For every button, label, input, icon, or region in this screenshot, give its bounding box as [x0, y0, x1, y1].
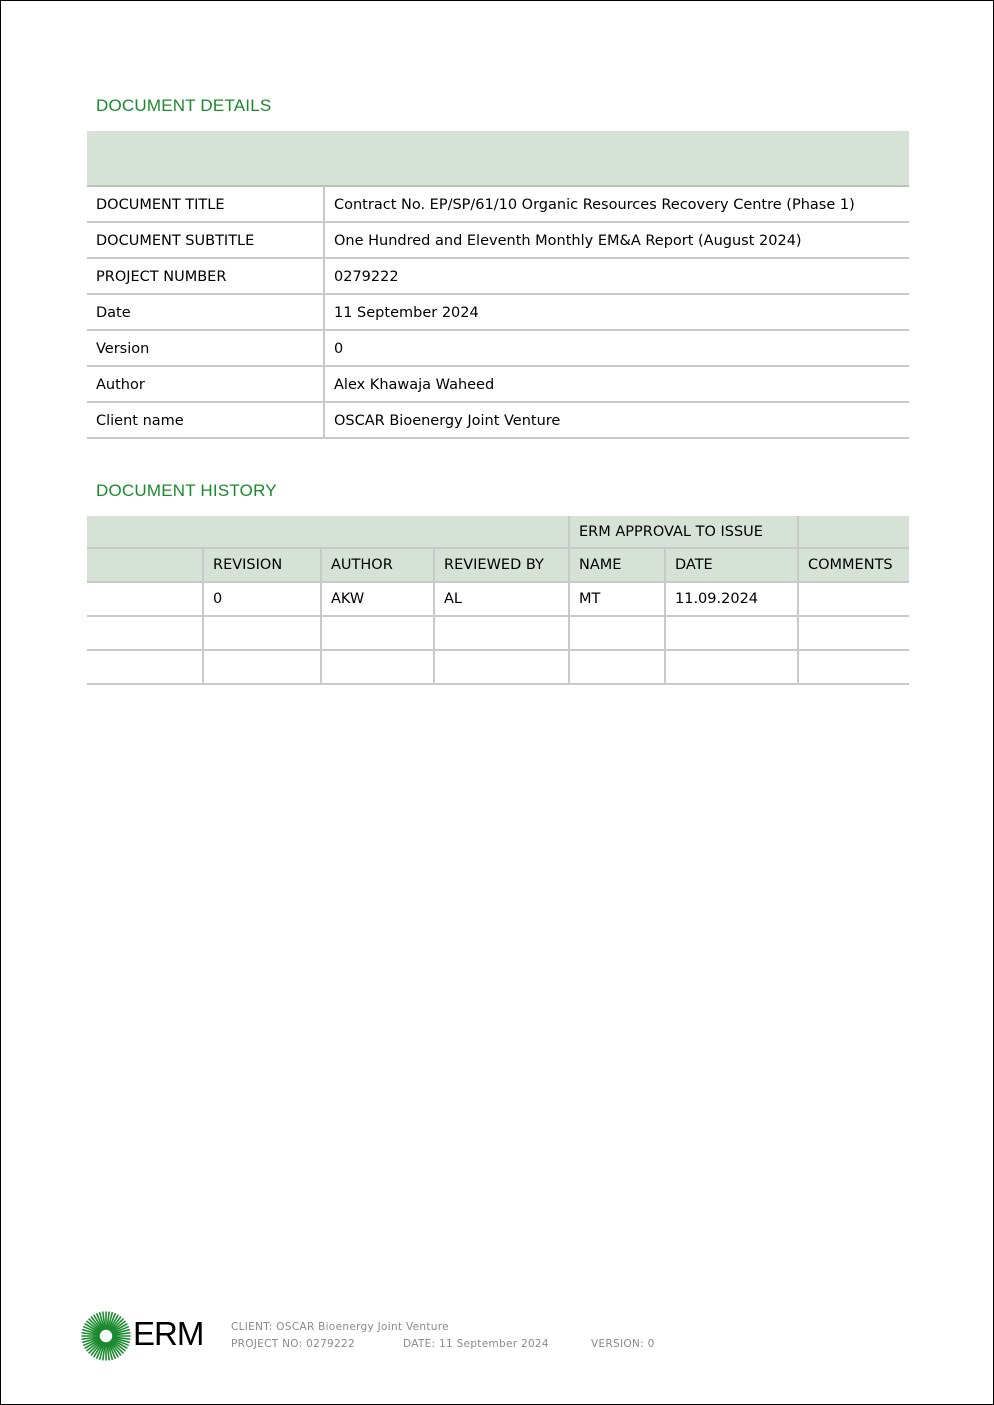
- detail-value: 11 September 2024: [324, 294, 909, 330]
- revision-cell: [203, 616, 321, 650]
- name-cell: [569, 650, 665, 684]
- revision-cell: [203, 650, 321, 684]
- comments-cell: [798, 582, 909, 616]
- table-row: [87, 186, 909, 222]
- author-cell: AKW: [321, 582, 434, 616]
- detail-key: Version: [87, 330, 324, 366]
- detail-key: Author: [87, 366, 324, 402]
- table-row: [87, 402, 909, 438]
- document-history-table: [87, 516, 909, 685]
- author-cell: [321, 650, 434, 684]
- table-row: [87, 330, 909, 366]
- document-details-table: [87, 131, 909, 439]
- details-header-band: [87, 131, 909, 186]
- revision-header: REVISION: [203, 548, 321, 582]
- table-row: [87, 616, 909, 650]
- date-cell: [665, 650, 798, 684]
- detail-key: PROJECT NUMBER: [87, 258, 324, 294]
- table-row: [87, 582, 909, 616]
- name-header: NAME: [569, 548, 665, 582]
- detail-key: Client name: [87, 402, 324, 438]
- document-details-heading: DOCUMENT DETAILS: [96, 96, 272, 115]
- author-header: AUTHOR: [321, 548, 434, 582]
- detail-value: 0: [324, 330, 909, 366]
- revision-cell: 0: [203, 582, 321, 616]
- footer-version: VERSION: 0: [591, 1338, 655, 1350]
- detail-value: 0279222: [324, 258, 909, 294]
- date-header: DATE: [665, 548, 798, 582]
- footer-client: CLIENT: OSCAR Bioenergy Joint Venture: [231, 1321, 449, 1333]
- reviewed-by-cell: [434, 616, 569, 650]
- detail-value: Contract No. EP/SP/61/10 Organic Resources Recovery Centre (Phase 1): [324, 186, 909, 222]
- reviewed-by-cell: [434, 650, 569, 684]
- footer-date: DATE: 11 September 2024: [403, 1338, 549, 1350]
- footer-project-no: PROJECT NO: 0279222: [231, 1338, 355, 1350]
- erm-sunburst-logo-icon: [81, 1311, 131, 1361]
- comments-cell: [798, 650, 909, 684]
- document-history-heading: DOCUMENT HISTORY: [96, 481, 277, 500]
- table-row: [87, 366, 909, 402]
- detail-value: OSCAR Bioenergy Joint Venture: [324, 402, 909, 438]
- history-group-header-row: [87, 516, 909, 548]
- reviewed-by-cell: AL: [434, 582, 569, 616]
- detail-key: DOCUMENT TITLE: [87, 186, 324, 222]
- table-row: [87, 258, 909, 294]
- detail-key: Date: [87, 294, 324, 330]
- detail-value: Alex Khawaja Waheed: [324, 366, 909, 402]
- date-cell: [665, 616, 798, 650]
- name-cell: [569, 616, 665, 650]
- page-footer: [81, 1311, 781, 1361]
- author-cell: [321, 616, 434, 650]
- table-row: [87, 650, 909, 684]
- history-column-header-row: [87, 548, 909, 582]
- detail-value: One Hundred and Eleventh Monthly EM&A Report (August 2024): [324, 222, 909, 258]
- name-cell: MT: [569, 582, 665, 616]
- erm-logo-text: ERM: [133, 1315, 204, 1352]
- table-row: [87, 294, 909, 330]
- comments-cell: [798, 616, 909, 650]
- comments-header: COMMENTS: [798, 548, 909, 582]
- date-cell: 11.09.2024: [665, 582, 798, 616]
- table-row: [87, 222, 909, 258]
- erm-approval-header: ERM APPROVAL TO ISSUE: [569, 516, 798, 548]
- detail-key: DOCUMENT SUBTITLE: [87, 222, 324, 258]
- reviewed-by-header: REVIEWED BY: [434, 548, 569, 582]
